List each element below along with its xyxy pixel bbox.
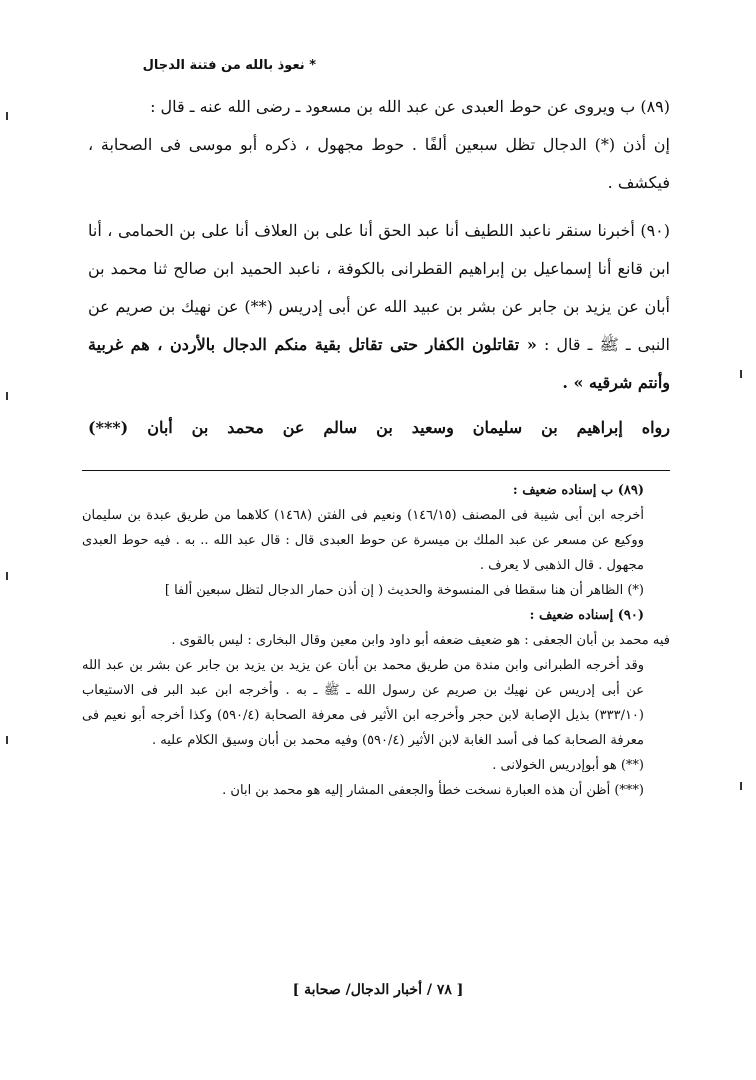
hadith-89-isnad: (٨٩) ب ويروى عن حوط العبدى عن عبد الله بن مسعود ـ رضى الله عنه ـ قال : <box>150 97 670 116</box>
scan-mark <box>6 572 8 580</box>
scan-mark <box>740 370 742 378</box>
note-90-heading: (٩٠) إسناده ضعيف : <box>529 608 644 623</box>
page-header: * نعوذ بالله من فتنة الدجال <box>142 58 316 73</box>
note-90-text-1: فيه محمد بن أبان الجعفى : هو ضعيف ضعفه أبو داود وابن معين وقال البخارى : ليس بالقوى . <box>171 633 670 648</box>
riwaya-line: رواه إبراهيم بن سليمان وسعيد بن سالم عن محمد بن أبان (***) <box>88 418 670 437</box>
hadith-89 <box>88 88 670 202</box>
footnote-divider <box>82 470 670 471</box>
hadith-90-matn: « تقاتلون الكفار حتى تقاتل بقية منكم الدجال بالأردن ، هم غربية وأنتم شرقيه » . <box>88 335 670 392</box>
page-footer: [ ٧٨ / أخبار الدجال/ صحابة ] <box>292 982 464 998</box>
note-89-heading: (٨٩) ب إسناده ضعيف : <box>512 483 644 498</box>
note-star-3: (***) أظن أن هذه العبارة نسخت خطأ والجعفى المشار إليه هو محمد بن ابان . <box>222 783 644 798</box>
note-90-text-2: وقد أخرجه الطبرانى وابن مندة من طريق محمد بن أبان عن يزيد بن يزيد بن جابر عن بشر بن عبد الله عن أبى إدريس عن نهيك بن صريم عن رسول الله ـ ﷺ ـ به . وأخرجه ابن عبد البر فى الاستيعاب (٣٣٣/١٠) بذيل الإصابة لابن حجر وأخرجه ابن الأثير فى معرفة الصحابة (٥٩٠/٤) وكذا أخرجه أبو نعيم فى معرفة الصحابة كما فى أسد الغابة لابن الأثير (٥٩٠/٤) وفيه محمد بن أبان وسيق الكلام عليه . <box>82 658 644 748</box>
scan-mark <box>6 392 8 400</box>
scan-mark <box>6 736 8 744</box>
note-star-1: (*) الظاهر أن هنا سقطا فى المنسوخة والحديث ( إن أذن حمار الدجال لتظل سبعين ألفا ] <box>164 583 644 598</box>
scan-mark <box>740 782 742 790</box>
scan-mark <box>6 112 8 120</box>
hadith-90 <box>88 212 670 402</box>
hadith-90-isnad: (٩٠) أخبرنا سنقر ناعبد اللطيف أنا عبد الحق أنا على بن العلاف أنا على بن الحمامى ، أنا ابن قانع أنا إسماعيل بن إبراهيم القطرانى بالكوفة ، ناعبد الحميد ابن صالح ثنا محمد بن أبان عن يزيد بن جابر عن بشر بن عبيد الله عن أبى إدريس (**) عن نهيك بن صريم عن النبى ـ ﷺ ـ قال : <box>88 221 671 354</box>
hadith-89-matn: إن أذن (*) الدجال تظل سبعين ألفًا . حوط مجهول ، ذكره أبو موسى فى الصحابة ، فيكشف . <box>88 135 670 192</box>
main-text <box>88 88 670 444</box>
note-89-text: أخرجه ابن أبى شيبة فى المصنف (١٤٦/١٥) ونعيم فى الفتن (١٤٦٨) كلاهما من طريق عبدة بن سليمان ووكيع عن مسعر عن عبد الملك بن ميسرة عن حوط العبدى قال : قال عبد الله .. به . فيه حوط العبدى مجهول . قال الذهبى لا يعرف . <box>82 508 644 573</box>
note-star-2: (**) هو أبوإدريس الخولانى . <box>492 758 644 773</box>
footnotes <box>82 478 670 803</box>
